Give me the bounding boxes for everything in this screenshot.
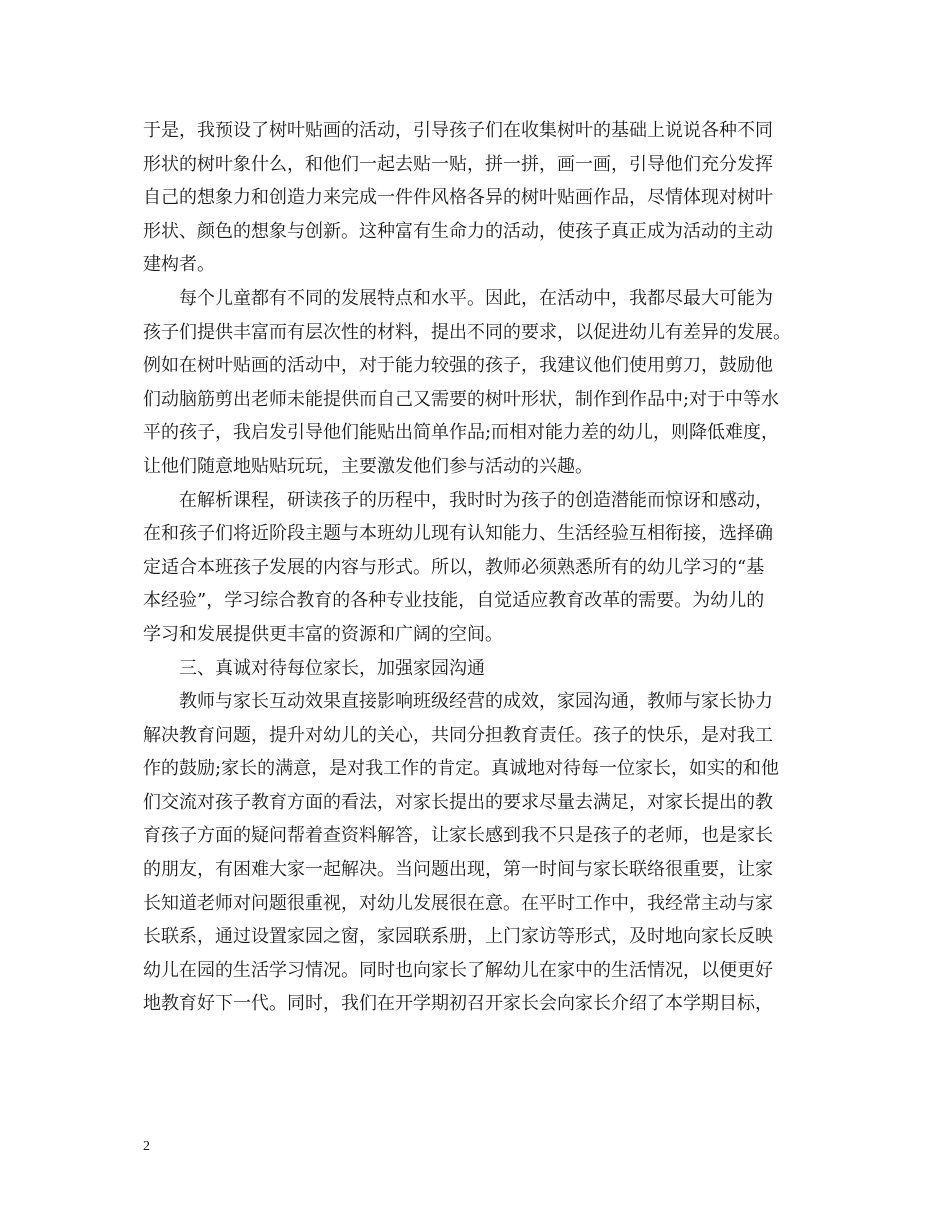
text-line: 幼儿在园的生活学习情况。同时也向家长了解幼儿在家中的生活情况，以便更好 [143,959,773,981]
text-line: 三、真诚对待每位家长，加强家园沟通 [179,657,485,679]
text-line: 们交流对孩子教育方面的看法，对家长提出的要求尽量去满足，对家长提出的教 [143,791,773,813]
text-line: 解决教育问题，提升对幼儿的关心，共同分担教育责任。孩子的快乐，是对我工 [143,724,773,746]
text-line: 的朋友，有困难大家一起解决。当问题出现，第一时间与家长联络很重要，让家 [143,859,773,881]
text-line: 本经验”，学习综合教育的各种专业技能，自觉适应教育改革的需要。为幼儿的 [143,590,765,612]
page-number: 2 [143,1139,150,1154]
text-line: 例如在树叶贴画的活动中，对于能力较强的孩子，我建议他们使用剪刀，鼓励他 [143,355,773,377]
text-line: 形状的树叶象什么，和他们一起去贴一贴，拼一拼，画一画，引导他们充分发挥 [143,153,773,175]
text-line: 定适合本班孩子发展的内容与形式。所以，教师必须熟悉所有的幼儿学习的“基 [143,556,765,578]
text-line: 每个儿童都有不同的发展特点和水平。因此，在活动中，我都尽最大可能为 [179,287,773,309]
text-line: 在和孩子们将近阶段主题与本班幼儿现有认知能力、生活经验互相衔接，选择确 [143,523,773,545]
text-line: 学习和发展提供更丰富的资源和广阔的空间。 [143,623,503,645]
text-line: 孩子们提供丰富而有层次性的材料，提出不同的要求，以促进幼儿有差异的发展。 [143,321,791,343]
text-line: 地教育好下一代。同时，我们在开学期初召开家长会向家长介绍了本学期目标， [143,993,773,1015]
text-line: 于是，我预设了树叶贴画的活动，引导孩子们在收集树叶的基础上说说各种不同 [143,120,773,141]
text-line: 建构者。 [143,254,215,276]
text-line: 长联系，通过设置家园之窗，家园联系册，上门家访等形式，及时地向家长反映 [143,926,773,948]
text-line: 自己的想象力和创造力来完成一件件风格各异的树叶贴画作品，尽情体现对树叶 [143,187,773,209]
text-line: 在解析课程，研读孩子的历程中，我时时为孩子的创造潜能而惊讶和感动， [179,489,773,511]
text-line: 育孩子方面的疑问帮着查资料解答，让家长感到我不只是孩子的老师，也是家长 [143,825,773,847]
text-line: 们动脑筋剪出老师未能提供而自己又需要的树叶形状，制作到作品中;对于中等水 [143,388,780,410]
document-body [143,114,833,1021]
text-line: 让他们随意地贴贴玩玩，主要激发他们参与活动的兴趣。 [143,455,593,477]
text-line: 教师与家长互动效果直接影响班级经营的成效，家园沟通，教师与家长协力 [179,691,773,713]
text-line: 形状、颜色的想象与创新。这种富有生命力的活动，使孩子真正成为活动的主动 [143,220,773,242]
text-line: 作的鼓励;家长的满意，是对我工作的肯定。真诚地对待每一位家长，如实的和他 [143,758,780,780]
text-line: 长知道老师对问题很重视，对幼儿发展很在意。在平时工作中，我经常主动与家 [143,892,773,914]
text-line: 平的孩子，我启发引导他们能贴出简单作品;而相对能力差的幼儿，则降低难度， [143,422,780,444]
